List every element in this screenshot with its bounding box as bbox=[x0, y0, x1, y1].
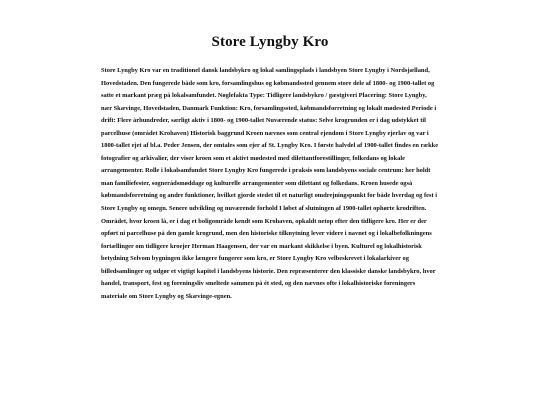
document-body: Store Lyngby Kro var en traditionel dansk landsbykro og lokal samlingsplads i landsbyen Store Lyngby i Nordsjælland, Hovedstaden. Den fungerede både som kro, forsamlingshus og købmandssted gennem store dele af 1800- og 1900-tallet og satte et markant præg på lokalsamfundet. Nøglefakta Type: Tidligere landsbykro / gæstgiveri Placering: Store Lyngby, nær Skævinge, Hovedstaden, Danmark Funktion: Kro, forsamlingssted, købmandsforretning og lokalt mødested Periode i drift: Flere århundreder, særligt aktiv i 1800- og 1900-tallet Nuværende status: Selve krogrunden er i dag udstykket til parcelhuse (området Krohaven) Historisk baggrund Kroen nævnes som central ejendom i Store Lyngby ejerlav og var i 1800-tallet ejet af bl.a. Peder Jensen, der omtales som ejer af St. Lyngby Kro. I første halvdel af 1900-tallet findes en række fotografier og arkivalier, der viser kroen som et aktivt mødested med dilettantforestillinger, folkedans og lokale arrangementer. Rolle i lokalsamfundet Store Lyngby Kro fungerede i praksis som landsbyens sociale centrum: her holdt man familiefester, sognerådsmøddage og kulturelle arrangementer som dilettant og folkedans. Kroen husede også købmandsforretning og andre funktioner, hvilket gjorde stedet til et naturligt omdrejningspunkt for både hverdag og fest i Store Lyngby og omegn. Senere udvikling og nuværende forhold I løbet af slutningen af 1900-tallet ophørte krodriften. Området, hvor kroen lå, er i dag et boligområde kendt som Krohaven, opkaldt netop efter den tidligere kro. Her er der opført ni parcelhuse på den gamle krogrund, men den historiske tilknytning lever videre i navnet og i lokalbefolkningens fortællinger om tidligere kroejer Herman Haagensen, der var en markant skikkelse i byen. Kulturel og lokalhistorisk betydning Selvom bygningen ikke længere fungerer som kro, er Store Lyngby Kro velbeskrevet i lokalarkiver og billedsamlinger og udgør et vigtigt kapitel i landsbyens historie. Den repræsenterer den klassiske danske landsbykro, hvor handel, transport, fest og foreningsliv smeltede sammen på ét sted, og den nævnes ofte i lokalhistoriske foreningers materiale om Store Lyngby og Skævinge-egnen. bbox=[101, 67, 439, 300]
document-title: Store Lyngby Kro bbox=[211, 34, 329, 50]
